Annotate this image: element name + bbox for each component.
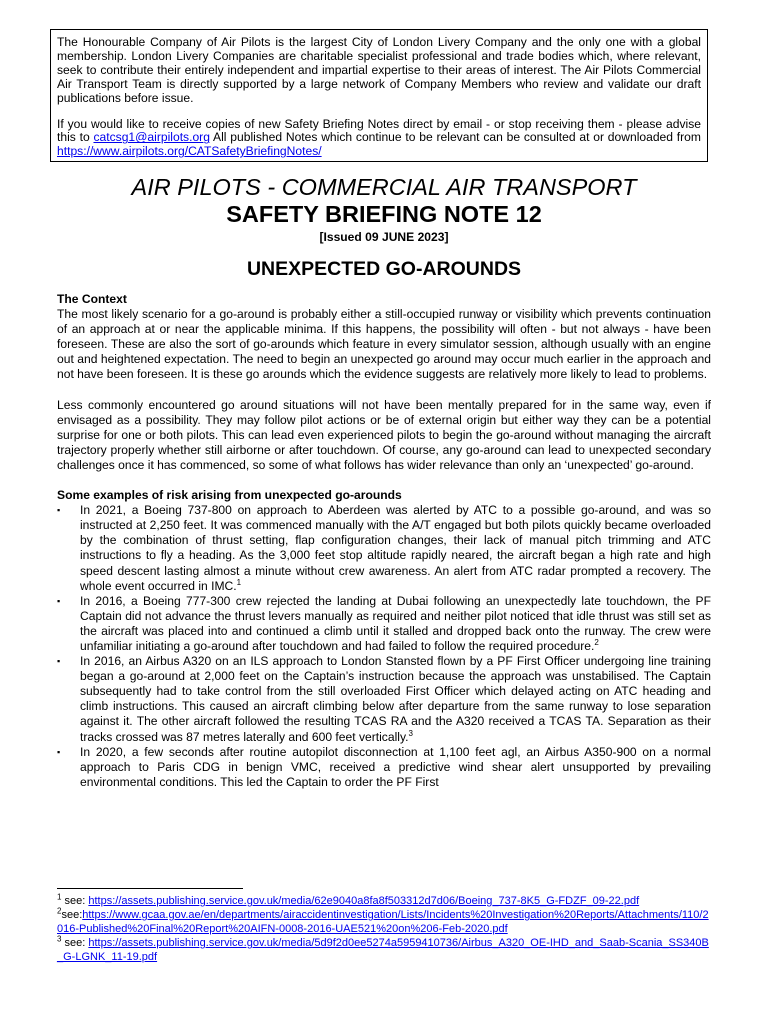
list-item	[57, 503, 711, 594]
footnote-prefix: see:	[61, 909, 83, 921]
footnote-number: 2	[57, 906, 62, 916]
topic-title: UNEXPECTED GO-AROUNDS	[246, 258, 522, 280]
footnote-ref[interactable]: 2	[594, 637, 599, 647]
email-link[interactable]: catcsg1@airpilots.org	[93, 130, 210, 145]
bullet-icon: ▪	[57, 746, 61, 757]
subscription-text: If you would like to receive copies of new Safety Briefing Notes direct by email - or stop receiving them - please advise this to	[57, 116, 701, 145]
example-text: In 2016, an Airbus A320 on an ILS approach to London Stansted flown by a PF First Officer undergoing line training began a go-around at 2,000 feet on the Captain’s instruction because the approach was unstabilised. The Captain subsequently had to take control from the still overloaded First Officer which delayed acting on ATC heading and climb instructions. This caused an aircraft climbing below after departure from the same runway to lose separation against it. The other aircraft followed the resulting TCAS RA and the A320 received a TCAS TA. Separation as their tracks crossed was 87 metres laterally and 600 feet vertically.	[80, 654, 711, 744]
intro-paragraph: The Honourable Company of Air Pilots is the largest City of London Livery Company and the only one with a global membership. London Livery Companies are charitable specialist professional and trade bodies which, where relevant, seek to contribute their entirely independent and impartial expertise to their areas of interest. The Air Pilots Commercial Air Transport Team is directly supported by a large network of Company Members who review and validate our draft publications before issue.	[57, 35, 701, 105]
context-heading: The Context	[57, 292, 127, 306]
example-text: In 2016, a Boeing 777-300 crew rejected the landing at Dubai following an unexpectedly late touchdown, the PF Captain did not advance the thrust levers manually as required and neither pilot noticed that idle thrust was still set as the aircraft was placed into and continued a climb until it stalled and dropped back onto the runway. The crew were unfamiliar initiating a go-around after touchdown and had failed to follow the required procedure.	[80, 593, 711, 653]
issue-date: [Issued 09 JUNE 2023]	[319, 230, 449, 244]
footnote-ref[interactable]: 3	[408, 728, 413, 738]
footnote-link[interactable]: https://assets.publishing.service.gov.uk/media/62e9040a8fa8f503312d7d06/Boeing_737-8K5_G-FDZF_09-22.pdf	[88, 895, 640, 907]
context-paragraph-2: Less commonly encountered go around situations will not have been mentally prepared for in the same way, even if envisaged as a possibility. They may follow pilot actions or be of external origin but either way they can be a potential surprise for one or both pilots. This can lead even experienced pilots to begin the go-around without managing the aircraft trajectory properly whether still airborne or after touchdown. Of course, any go-around can lead to unexpected secondary challenges once it has commenced, so some of what follows has wider relevance than only an ‘unexpected’ go-around.	[57, 397, 711, 472]
footnote-prefix: see:	[61, 937, 89, 949]
example-text: In 2021, a Boeing 737-800 on approach to Aberdeen was alerted by ATC to a possible go-around, and was so instructed at 2,250 feet. It was commenced manually with the A/T engaged but both pilots quickly became overloaded by the combination of thrust setting, flap configuration changes, their lack of manual pitch trimming and ATC instructions to fly a heading. As the 3,000 feet stop altitude rapidly neared, the aircraft began a high rate and high speed descent lasting almost a minute without crew awareness. An alert from ATC radar prompted a recovery. The whole event occurred in IMC.	[80, 503, 711, 593]
footnote	[57, 894, 711, 908]
list-item	[57, 654, 711, 745]
footnote	[57, 936, 711, 964]
footnote-divider	[57, 888, 243, 889]
footnote	[57, 908, 711, 936]
footnote-ref[interactable]: 1	[236, 577, 242, 587]
subscription-text-middle: All published Notes which continue to be relevant can be consulted at or downloaded from	[209, 130, 701, 145]
examples-heading: Some examples of risk arising from unexpected go-arounds	[57, 488, 402, 503]
example-text: In 2020, a few seconds after routine autopilot disconnection at 1,100 feet agl, an Airbus A350-900 on a normal approach to Paris CDG in benign VMC, received a predictive wind shear alert unsupported by prevailing environmental conditions. This led the Captain to order the PF First	[80, 744, 711, 789]
examples-list	[57, 503, 711, 790]
footnote-prefix: see:	[61, 895, 89, 907]
footnote-number: 3	[57, 934, 62, 944]
subscription-paragraph	[57, 118, 701, 160]
context-paragraph-1: The most likely scenario for a go-around is probably either a still-occupied runway or visibility which prevents continuation of an approach at or near the applicable minima. If this happens, the possibility will often - but not always - have been foreseen. These are also the sort of go-arounds which feature in every simulator session, although usually with an engine out and heightened expectation. The need to begin an unexpected go around may occur much earlier in the approach and not have been foreseen. It is these go arounds which the evidence suggests are relatively more likely to lead to problems.	[57, 307, 711, 382]
bullet-icon: ▪	[57, 595, 61, 606]
footnote-number: 1	[57, 892, 62, 902]
note-title: SAFETY BRIEFING NOTE 12	[226, 201, 542, 227]
footnote-link[interactable]: https://www.gcaa.gov.ae/en/departments/airaccidentinvestigation/Lists/Incidents%20Investigation%20Reports/Attachments/110/2016-Published%20Final%20Report%20AIFN-0008-2016-UAE521%20on%206-Feb-2020.pdf	[57, 909, 709, 935]
org-title: AIR PILOTS - COMMERCIAL AIR TRANSPORT	[131, 174, 637, 200]
document-body	[57, 292, 711, 790]
footnote-link[interactable]: https://assets.publishing.service.gov.uk/media/5d9f2d0ee5274a5959410736/Airbus_A320_OE-IHD_and_Saab-Scania_SS340B_G-LGNK_11-19.pdf	[57, 937, 709, 963]
list-item	[57, 745, 711, 790]
intro-box	[50, 29, 708, 162]
bullet-icon: ▪	[57, 505, 61, 516]
bullet-icon: ▪	[57, 656, 61, 667]
notes-url-link[interactable]: https://www.airpilots.org/CATSafetyBriefingNotes/	[57, 144, 322, 159]
list-item	[57, 594, 711, 654]
footnotes	[57, 894, 711, 964]
